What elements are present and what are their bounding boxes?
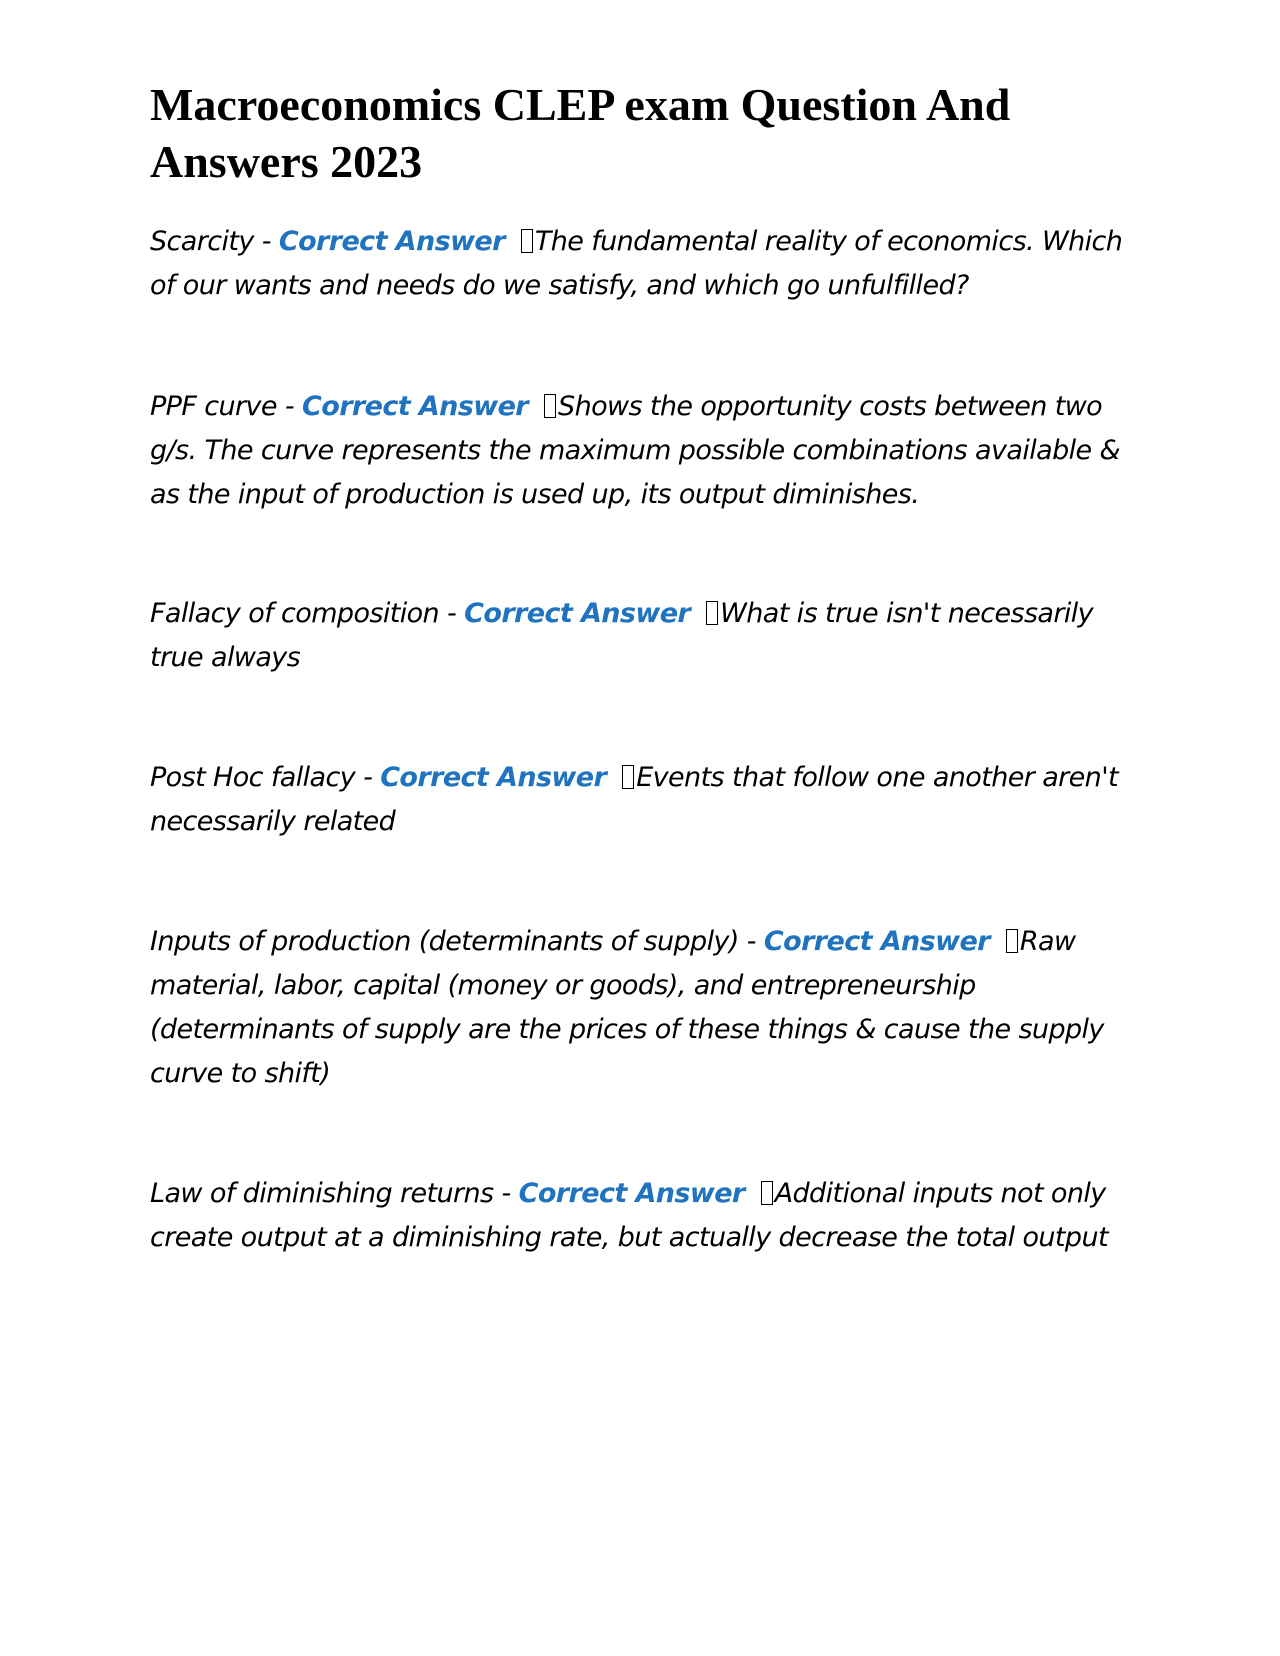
missing-glyph-icon [761, 1181, 773, 1205]
qa-item [150, 592, 1135, 680]
qa-separator: - [355, 762, 381, 793]
qa-separator: - [253, 226, 279, 257]
correct-answer-label: Correct Answer [380, 762, 607, 793]
missing-glyph-icon [521, 229, 533, 253]
qa-answer: The fundamental reality of economics. Which of our wants and needs do we satisfy, and which go unfulfilled? [150, 226, 1123, 301]
qa-term: Law of diminishing returns [150, 1178, 494, 1209]
qa-item [150, 756, 1135, 844]
qa-item [150, 385, 1135, 517]
qa-item [150, 220, 1135, 308]
qa-term: Scarcity [150, 226, 254, 257]
qa-answer: Raw material, labor, capital (money or goods), and entrepreneurship (determinants of supply are the prices of these things & cause the supply curve to shift) [150, 926, 1104, 1089]
page-title: Macroeconomics CLEP exam Question And Answers 2023 [150, 79, 1011, 187]
qa-answer: Shows the opportunity costs between two g/s. The curve represents the maximum possible combinations available & as the input of production is used up, its output diminishes. [150, 391, 1120, 510]
qa-item [150, 1172, 1135, 1260]
qa-term: Inputs of production (determinants of supply) [150, 926, 739, 957]
qa-answer: Events that follow one another aren't necessarily related [150, 762, 1118, 837]
qa-separator: - [493, 1178, 519, 1209]
qa-term: Fallacy of composition [150, 598, 440, 629]
missing-glyph-icon [544, 394, 556, 418]
correct-answer-label: Correct Answer [763, 926, 990, 957]
correct-answer-label: Correct Answer [278, 226, 505, 257]
correct-answer-label: Correct Answer [518, 1178, 745, 1209]
qa-answer: Additional inputs not only create output at a diminishing rate, but actually decrease the total output [150, 1178, 1108, 1253]
correct-answer-label: Correct Answer [464, 598, 691, 629]
qa-item [150, 920, 1135, 1096]
qa-separator: - [738, 926, 764, 957]
qa-term: PPF curve [150, 391, 277, 422]
qa-separator: - [439, 598, 465, 629]
missing-glyph-icon [706, 601, 718, 625]
qa-separator: - [276, 391, 303, 422]
correct-answer-label: Correct Answer [302, 391, 529, 422]
missing-glyph-icon [622, 765, 634, 789]
qa-term: Post Hoc fallacy [150, 762, 356, 793]
qa-answer: What is true isn't necessarily true always [150, 598, 1094, 673]
missing-glyph-icon [1006, 929, 1018, 953]
